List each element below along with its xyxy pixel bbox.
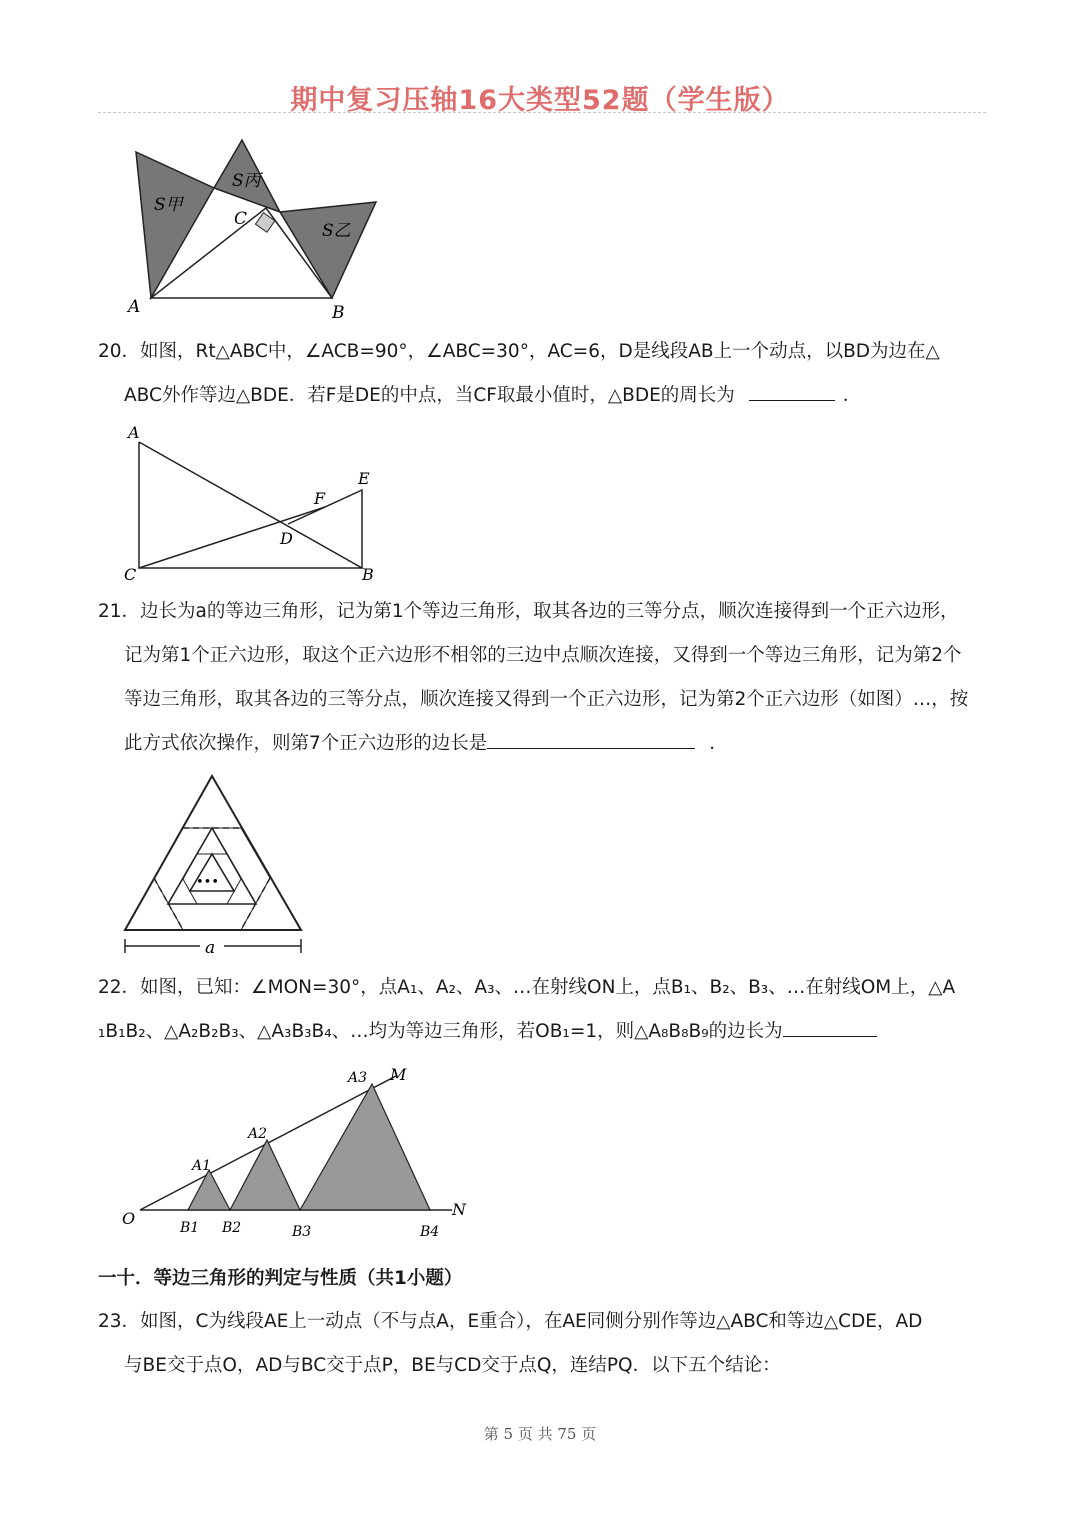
question-text: 如图，C为线段AE上一动点（不与点A，E重合），在AE同侧分别作等边△ABC和等边△CDE，AD [140,1311,923,1332]
label-m: M [390,1065,407,1084]
triangle-a3b3b4 [300,1084,430,1210]
triangle-2 [168,828,256,904]
label-o: O [122,1209,136,1228]
punctuation: ． [842,385,862,406]
label-b4: B4 [420,1224,440,1240]
question-text: ABC外作等边△BDE．若F是DE的中点，当CF取最小值时，△BDE的周长为 [124,385,735,406]
label-a: A [128,297,141,317]
question-21 [98,590,988,766]
question-text: 如图，已知：∠MON=30°，点A₁、A₂、A₃、…在射线ON上，点B₁、B₂、B₃、…在射线OM上，△A [140,977,956,998]
question-text: ₁B₁B₂、△A₂B₂B₃、△A₃B₃B₄、…均为等边三角形，若OB₁=1，则△A₈B₈B₉的边长为 [98,1021,783,1042]
section-heading: 一十．等边三角形的判定与性质（共1小题） [98,1268,463,1289]
answer-blank[interactable] [487,728,695,749]
label-n: N [452,1200,466,1219]
question-number: 23． [98,1311,141,1332]
label-f: F [314,489,326,508]
ellipsis-dots: ••• [196,875,220,890]
label-s-jia: S甲 [154,195,183,215]
label-b3: B3 [292,1224,312,1240]
question-23 [98,1300,988,1388]
question-22 [98,966,988,1054]
punctuation: ． [709,733,728,754]
question-number: 21． [98,601,141,622]
label-a: a [205,938,216,958]
title-divider [98,112,986,113]
question-text: 等边三角形，取其各边的三等分点，顺次连接又得到一个正六边形，记为第2个正六边形（如图）…，按 [124,689,969,710]
label-c: C [124,565,137,584]
outer-triangle [125,776,301,930]
label-d: D [280,529,293,548]
label-b: B [362,565,374,584]
label-b1: B1 [180,1220,200,1236]
figure-q22 [116,1060,476,1245]
label-a: A [128,423,140,442]
question-20 [98,330,988,418]
triangle-a2b2b3 [230,1140,300,1210]
figure-q19 [118,130,398,330]
segment-cf [139,507,325,568]
page-title: 期中复习压轴16大类型52题（学生版） [290,85,790,116]
triangle-a1b1b2 [188,1170,230,1210]
question-text: 此方式依次操作，则第7个正六边形的边长是 [124,733,488,754]
figure-q20 [116,420,386,590]
label-s-yi: S乙 [322,221,351,241]
answer-blank[interactable] [749,380,835,401]
label-b2: B2 [222,1220,242,1236]
label-a2: A2 [248,1126,268,1142]
question-text: 记为第1个正六边形，取这个正六边形不相邻的三边中点顺次连接，又得到一个等边三角形，记为第2个 [124,645,962,666]
label-a3: A3 [348,1070,368,1086]
answer-blank[interactable] [783,1016,877,1037]
question-text: 边长为a的等边三角形，记为第1个等边三角形，取其各边的三等分点，顺次连接得到一个正六边形， [140,601,959,622]
question-text: 如图，Rt△ABC中，∠ACB=90°，∠ABC=30°，AC=6，D是线段AB上一个动点，以BD为边在△ [140,341,940,362]
label-a1: A1 [192,1158,212,1174]
figure-q21 [116,770,316,960]
question-number: 22． [98,977,141,998]
label-e: E [358,469,370,488]
question-text: 与BE交于点O，AD与BC交于点P，BE与CD交于点Q，连结PQ．以下五个结论： [124,1355,781,1376]
label-s-bing: S丙 [232,171,261,191]
label-b: B [332,303,345,323]
label-c: C [234,209,248,229]
question-number: 20． [98,341,141,362]
page-footer: 第 5 页 共 75 页 [483,1425,597,1443]
